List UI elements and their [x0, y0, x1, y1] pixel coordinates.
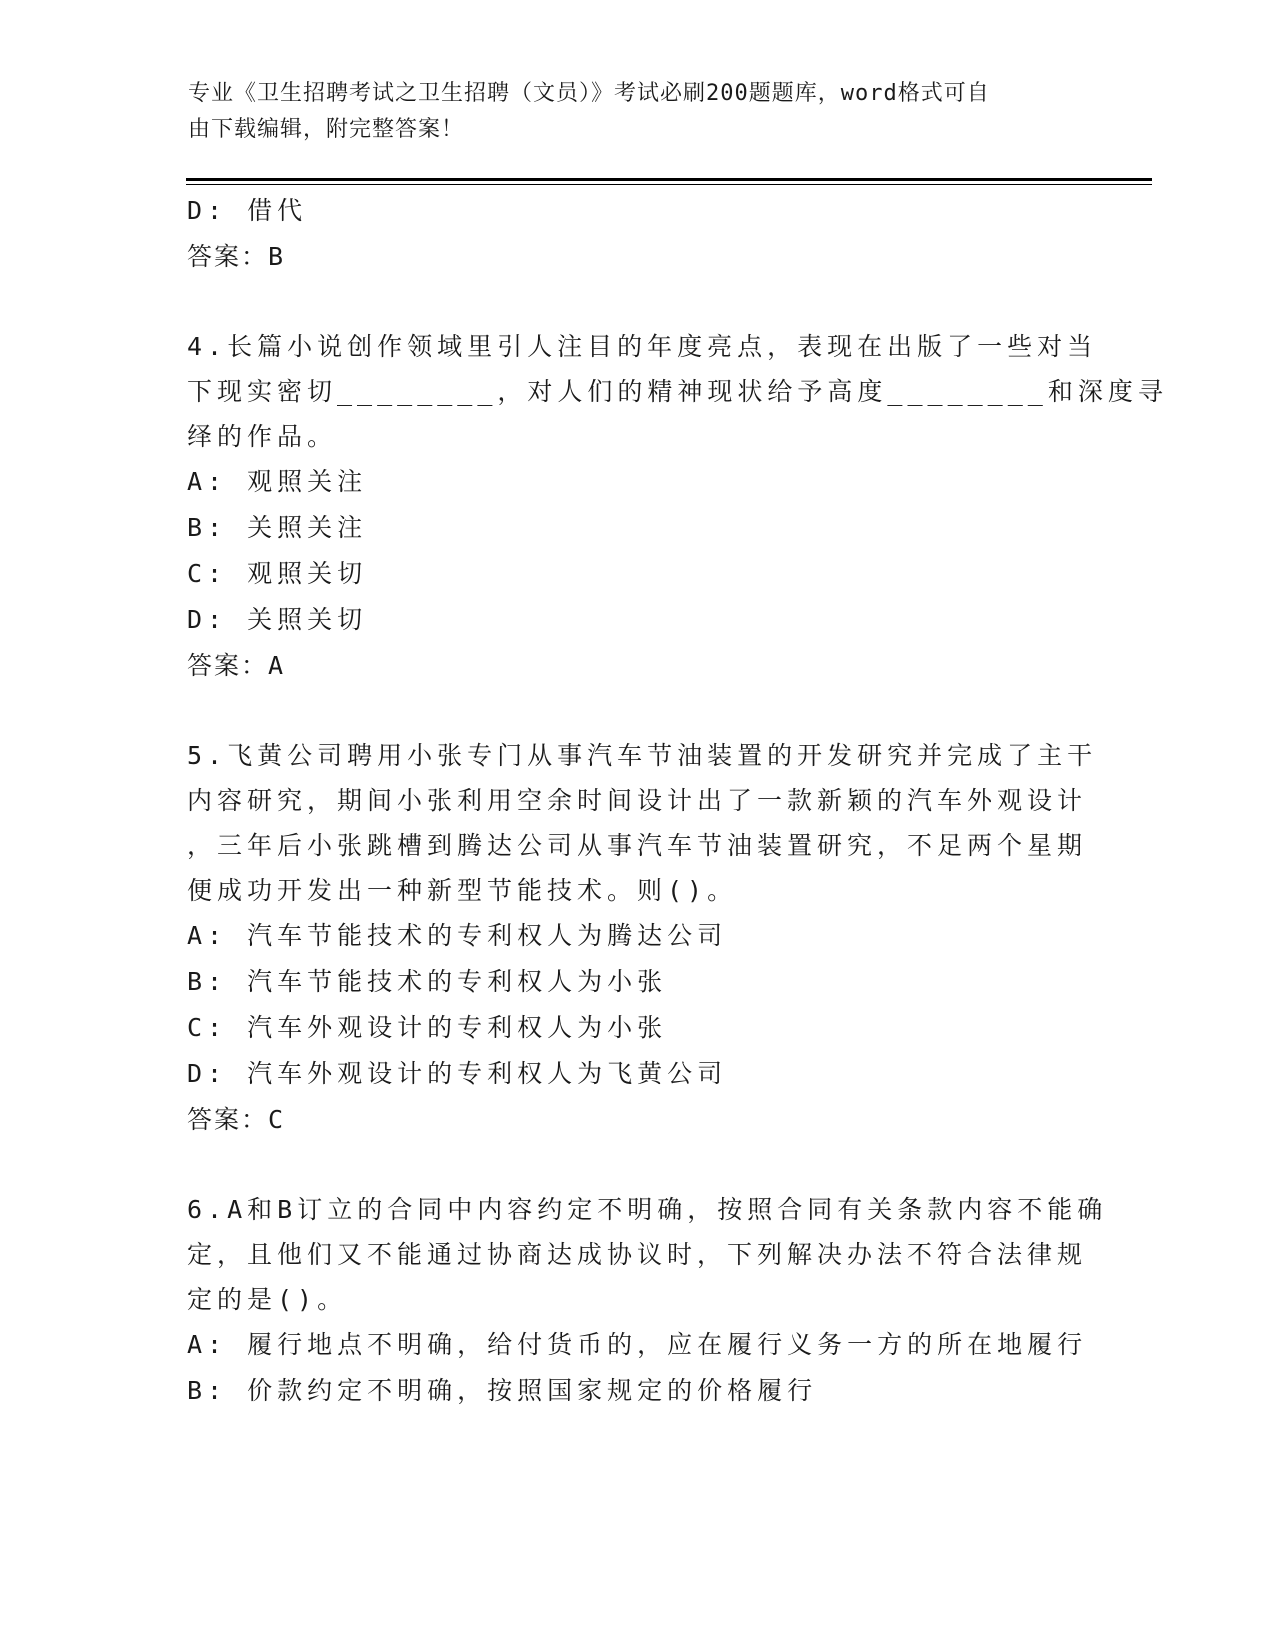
option-c: C: 观照关切	[187, 559, 368, 588]
question-line: 绎的作品。	[187, 422, 338, 451]
question-line: 下现实密切________，对人们的精神现状给予高度________和深度寻	[187, 377, 1168, 406]
question-6	[187, 1187, 1108, 1414]
option-d: D: 借代	[187, 196, 308, 225]
option-b: B: 价款约定不明确，按照国家规定的价格履行	[187, 1376, 818, 1405]
question-5	[187, 733, 1098, 1143]
option-d: D: 汽车外观设计的专利权人为飞黄公司	[187, 1059, 728, 1088]
option-a: A: 观照关注	[187, 467, 368, 496]
question-line: 5.飞黄公司聘用小张专门从事汽车节油装置的开发研究并完成了主干	[187, 741, 1098, 770]
question-line: ，三年后小张跳槽到腾达公司从事汽车节油装置研究，不足两个星期	[187, 831, 1088, 860]
answer-line: 答案：B	[187, 242, 286, 271]
option-a: A: 履行地点不明确，给付货币的，应在履行义务一方的所在地履行	[187, 1330, 1088, 1359]
option-b: B: 汽车节能技术的专利权人为小张	[187, 967, 668, 996]
question-line: 内容研究，期间小张利用空余时间设计出了一款新颖的汽车外观设计	[187, 786, 1088, 815]
header-line-1: 专业《卫生招聘考试之卫生招聘（文员）》考试必刷200题题库，word格式可自	[188, 81, 990, 106]
header-divider-thin	[186, 184, 1152, 185]
option-d: D: 关照关切	[187, 605, 368, 634]
option-b: B: 关照关注	[187, 513, 368, 542]
question-line: 便成功开发出一种新型节能技术。则()。	[187, 876, 738, 905]
question-line: 6.A和B订立的合同中内容约定不明确，按照合同有关条款内容不能确	[187, 1195, 1108, 1224]
question-4	[187, 324, 1168, 689]
answer-line: 答案：C	[187, 1105, 286, 1134]
answer-line: 答案：A	[187, 651, 286, 680]
question-line: 4.长篇小说创作领域里引人注目的年度亮点，表现在出版了一些对当	[187, 332, 1098, 361]
header-line-2: 由下载编辑，附完整答案！	[188, 117, 465, 142]
question-line: 定的是()。	[187, 1285, 348, 1314]
document-header	[188, 76, 1068, 148]
header-divider-thick	[186, 178, 1152, 181]
option-c: C: 汽车外观设计的专利权人为小张	[187, 1013, 668, 1042]
question-line: 定，且他们又不能通过协商达成协议时，下列解决办法不符合法律规	[187, 1240, 1088, 1269]
previous-question-tail	[187, 188, 1087, 280]
option-a: A: 汽车节能技术的专利权人为腾达公司	[187, 921, 728, 950]
document-body	[187, 188, 1168, 1414]
